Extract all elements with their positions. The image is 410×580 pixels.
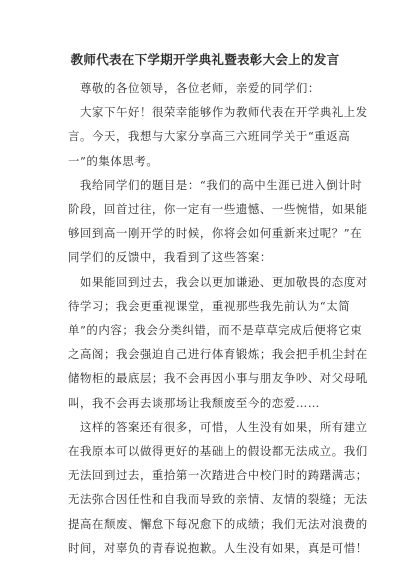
document-title: 教师代表在下学期开学典礼暨表彰大会上的发言 — [70, 52, 340, 67]
paragraph-line: 叫，我不会再去谈那场让我颓废至今的恋爱…… — [68, 395, 320, 410]
paragraph-line: 储物柜的最底层；我不会再因小事与朋友争吵、对父母吼 — [68, 371, 368, 386]
paragraph-line: 够回到高一刚开学的时候，你将会如何重新来过呢？”在 — [68, 226, 363, 241]
paragraph-line: 单”的内容；我会分类纠错，而不是草草完成后便将它束 — [68, 323, 363, 338]
paragraph-line: 无法回到过去，重拾第一次踏进合中校门时的踌躇满志； — [68, 468, 368, 483]
paragraph-line: 无法弥合因任性和自我而导致的亲情、友情的裂缝；无法 — [68, 492, 368, 507]
paragraph-line: 一”的集体思考。 — [68, 153, 159, 168]
paragraph-line: 同学们的反馈中，我看到了这些答案： — [68, 250, 272, 265]
document-body — [68, 76, 368, 560]
paragraph-line: 之高阁；我会强迫自己进行体育锻炼；我会把手机尘封在 — [68, 347, 368, 362]
paragraph-line: 大家下午好！很荣幸能够作为教师代表在开学典礼上发 — [80, 105, 368, 120]
paragraph-line: 言。今天，我想与大家分享高三六班同学关于“重返高 — [68, 129, 351, 144]
salutation-line: 尊敬的各位领导，各位老师，亲爱的同学们： — [80, 81, 320, 95]
paragraph-line: 待学习；我会更重视课堂，重视那些我先前认为“太简 — [68, 298, 351, 313]
paragraph-line: 这样的答案还有很多，可惜，人生没有如果，所有建立 — [80, 419, 368, 434]
paragraph-line: 时间，对辜负的青春说抱歉。人生没有如果，真是可惜！ — [68, 540, 368, 555]
paragraph-line: 阶段，回首过往，你一定有一些遗憾、一些惋惜，如果能 — [68, 202, 368, 217]
paragraph-line: 如果能回到过去，我会以更加谦逊、更加敬畏的态度对 — [80, 274, 368, 289]
paragraph-line: 我给同学们的题目是：“我们的高中生涯已进入倒计时 — [80, 177, 363, 192]
paragraph-line: 在我原本可以做得更好的基础上的假设都无法成立。我们 — [68, 444, 368, 459]
paragraph-line: 提高在颓废、懈怠下每况愈下的成绩；我们无法对浪费的 — [68, 516, 368, 531]
